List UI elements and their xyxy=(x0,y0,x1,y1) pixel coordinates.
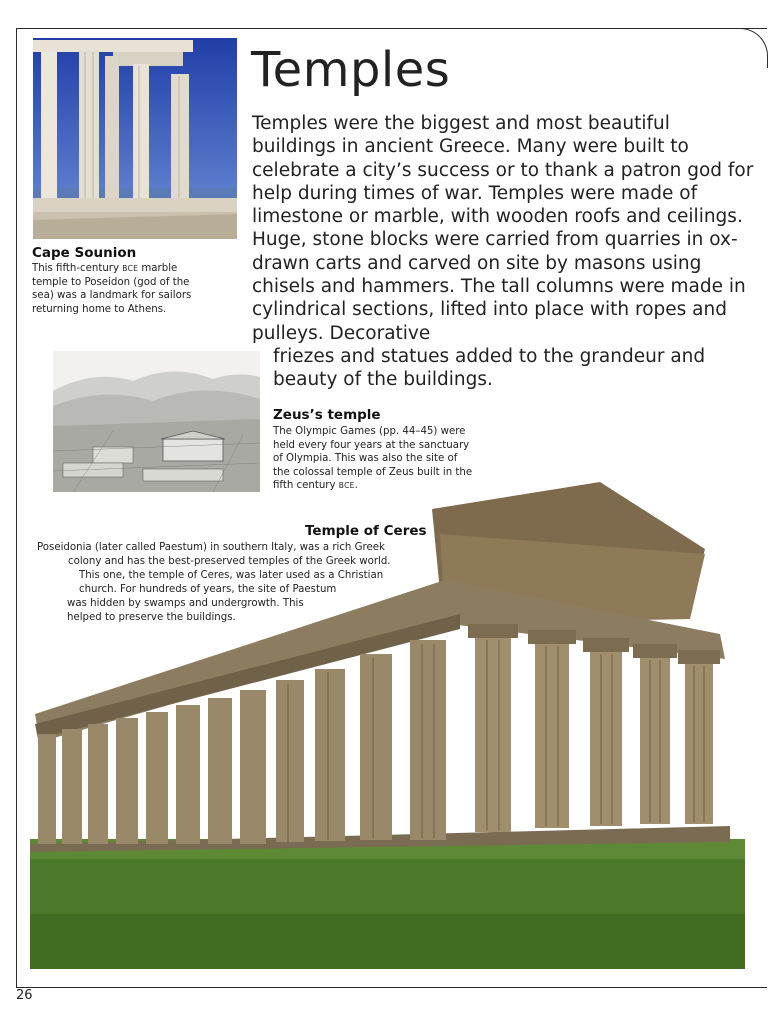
temple-of-ceres-caption-title: Temple of Ceres xyxy=(305,523,427,539)
intro-paragraph xyxy=(252,112,754,392)
intro-text-continued-2: beauty of the buildings. xyxy=(273,369,493,391)
page-number: 26 xyxy=(16,988,33,1003)
page-title: Temples xyxy=(251,42,451,98)
era-label: BCE xyxy=(338,481,355,490)
ceres-caption-line: was hidden by swamps and undergrowth. This xyxy=(67,598,304,609)
ceres-caption-line: Poseidonia (later called Paestum) in southern Italy, was a rich Greek xyxy=(37,542,385,553)
zeus-temple-caption-title: Zeus’s temple xyxy=(273,407,381,423)
cape-sounion-caption-title: Cape Sounion xyxy=(32,245,137,261)
ceres-caption-line: helped to preserve the buildings. xyxy=(67,612,236,623)
ceres-caption-line: This one, the temple of Ceres, was later used as a Christian xyxy=(79,570,384,581)
cape-sounion-caption-text xyxy=(32,262,204,316)
intro-text-continued-1: friezes and statues added to the grandeur and xyxy=(273,345,706,367)
zeus-temple-engraving xyxy=(53,351,260,492)
ceres-caption-line: church. For hundreds of years, the site of Paestum xyxy=(79,584,337,595)
intro-text: Temples were the biggest and most beautiful buildings in ancient Greece. Many were built to celebrate a city’s success or to thank a patron god for help during times of war. Temples were made of limestone or marble, with wooden roofs and ceilings. Huge, stone blocks were carried from quarries in ox-drawn carts and carved on site by masons using chisels and hammers. The tall columns were made in cylindrical sections, lifted into place with ropes and pulleys. Decorative xyxy=(252,113,754,344)
era-label: BCE xyxy=(122,264,139,273)
ceres-caption-line: colony and has the best-preserved temples of the Greek world. xyxy=(68,556,391,567)
cape-sounion-photo xyxy=(33,38,237,239)
caption-text-part: . xyxy=(354,480,358,491)
caption-text-part: This fifth-century xyxy=(32,263,123,274)
caption-text-part: The Olympic Games (pp. 44–45) were held every four years at the sanctuary of Olympia. This was also the site of the colossal temple of Zeus built in the fifth century xyxy=(273,426,473,491)
caption-text-part: marble temple to Poseidon (god of the sea) was a landmark for sailors returning home to Athens. xyxy=(32,263,192,315)
